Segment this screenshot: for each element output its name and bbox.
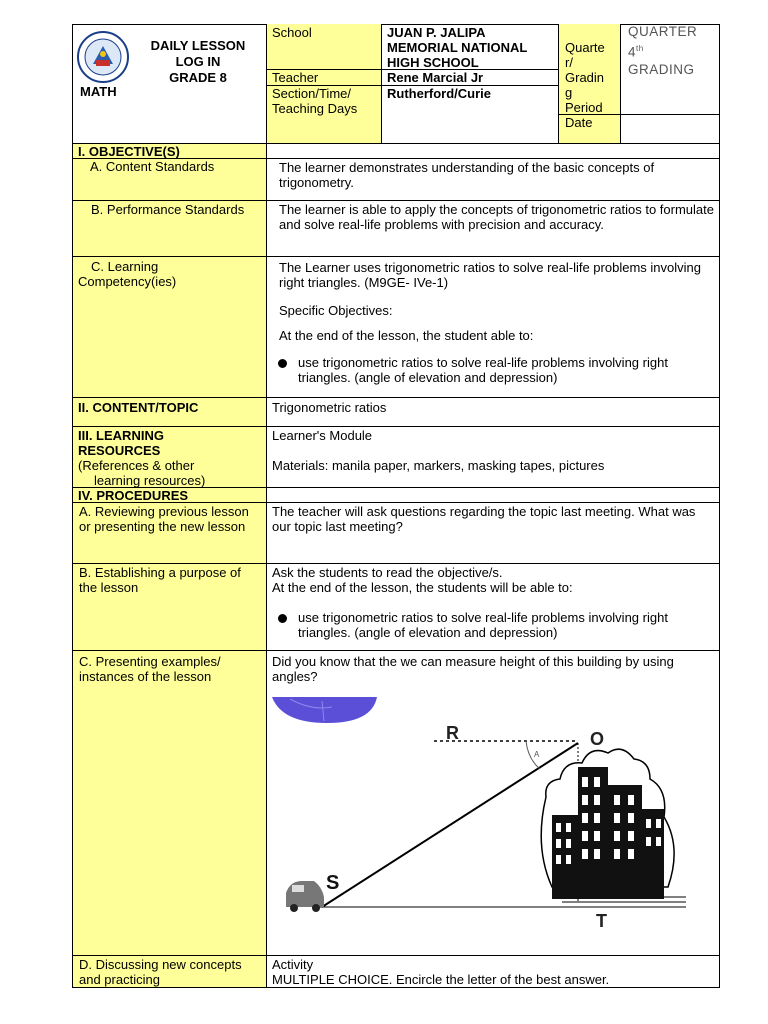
bullet-icon	[278, 614, 287, 623]
row-line	[72, 397, 720, 398]
teacher-name: Rene Marcial Jr	[387, 70, 484, 85]
content-standards-label: A. Content Standards	[90, 159, 215, 174]
point-s-label: S	[326, 872, 340, 894]
log-title: DAILY LESSON LOG IN GRADE 8	[150, 38, 246, 85]
resources-subheading: (References & other learning resources)	[78, 458, 206, 488]
bullet-icon	[278, 359, 287, 368]
performance-standards-text: The learner is able to apply the concepts of trigonometric ratios to formulate and solve real-life problems with precision and accuracy.	[279, 202, 714, 232]
row-line	[72, 256, 720, 257]
procedure-a-text: The teacher will ask questions regarding the topic last meeting. What was our topic last meeting?	[272, 504, 696, 534]
procedure-b-line1: Ask the students to read the objective/s.	[272, 565, 503, 580]
procedure-d-line1: Activity	[272, 957, 314, 972]
point-o-label: O	[590, 729, 605, 749]
objectives-heading: I. OBJECTIVE(S)	[78, 144, 180, 159]
sky-shape	[272, 697, 377, 723]
procedure-c-label: C. Presenting examples/ instances of the lesson	[79, 654, 221, 684]
performance-standards-label: B. Performance Standards	[91, 202, 245, 217]
section-value: Rutherford/Curie	[387, 86, 491, 101]
procedure-c-text: Did you know that the we can measure height of this building by using angles?	[272, 654, 674, 684]
row-line	[72, 650, 720, 651]
angle-of-elevation-illustration	[272, 697, 686, 937]
procedure-d-line2: MULTIPLE CHOICE. Encircle the letter of the best answer.	[272, 972, 610, 987]
deped-seal-icon	[76, 30, 130, 84]
procedure-b-label: B. Establishing a purpose of the lesson	[79, 565, 241, 595]
specific-bullet-item: use trigonometric ratios to solve real-life problems involving right triangles. (angle of elevation and depression)	[272, 355, 712, 385]
procedure-a-label: A. Reviewing previous lesson or presenting the new lesson	[79, 504, 249, 534]
competency-text: The Learner uses trigonometric ratios to solve real-life problems involving right triangles. (M9GE- IVe-1)	[279, 260, 701, 290]
point-r-label: R	[446, 723, 459, 743]
car-icon	[286, 881, 324, 912]
content-standards-text: The learner demonstrates understanding of the basic concepts of trigonometry.	[279, 160, 655, 190]
resources-heading: III. LEARNING RESOURCES	[78, 428, 164, 458]
school-label: School	[272, 25, 312, 40]
date-label: Date	[565, 115, 593, 130]
quarter-value: QUARTER 4th GRADING	[628, 24, 698, 77]
subject-label: MATH	[80, 84, 117, 99]
section-label: Section/Time/ Teaching Days	[272, 86, 358, 116]
procedure-b-line2: At the end of the lesson, the students will be able to:	[272, 580, 573, 595]
procedure-b-bullet-item: use trigonometric ratios to solve real-life problems involving right triangles. (angle of elevation and depression)	[272, 610, 712, 640]
competency-label: C. Learning Competency(ies)	[78, 259, 177, 289]
row-line	[72, 563, 720, 564]
school-name: JUAN P. JALIPA MEMORIAL NATIONAL HIGH SCHOOL	[387, 25, 528, 70]
resources-materials: Materials: manila paper, markers, masking tapes, pictures	[272, 458, 605, 473]
point-t-label: T	[596, 911, 607, 931]
row-line	[72, 955, 720, 956]
resources-module: Learner's Module	[272, 428, 373, 443]
row-line	[72, 426, 720, 427]
line-of-sight	[322, 743, 578, 907]
procedures-heading: IV. PROCEDURES	[78, 488, 189, 503]
angle-label: A	[534, 750, 540, 759]
content-topic-heading: II. CONTENT/TOPIC	[78, 400, 199, 415]
procedure-d-label: D. Discussing new concepts and practicing	[79, 957, 242, 987]
specific-objectives-label: Specific Objectives:	[279, 303, 393, 318]
specific-objectives-intro: At the end of the lesson, the student able to:	[279, 328, 534, 343]
row-line	[72, 200, 720, 201]
content-topic-text: Trigonometric ratios	[272, 400, 387, 415]
teacher-label: Teacher	[272, 70, 319, 85]
quarter-label: Quarte r/ Gradin g Period	[565, 40, 605, 115]
